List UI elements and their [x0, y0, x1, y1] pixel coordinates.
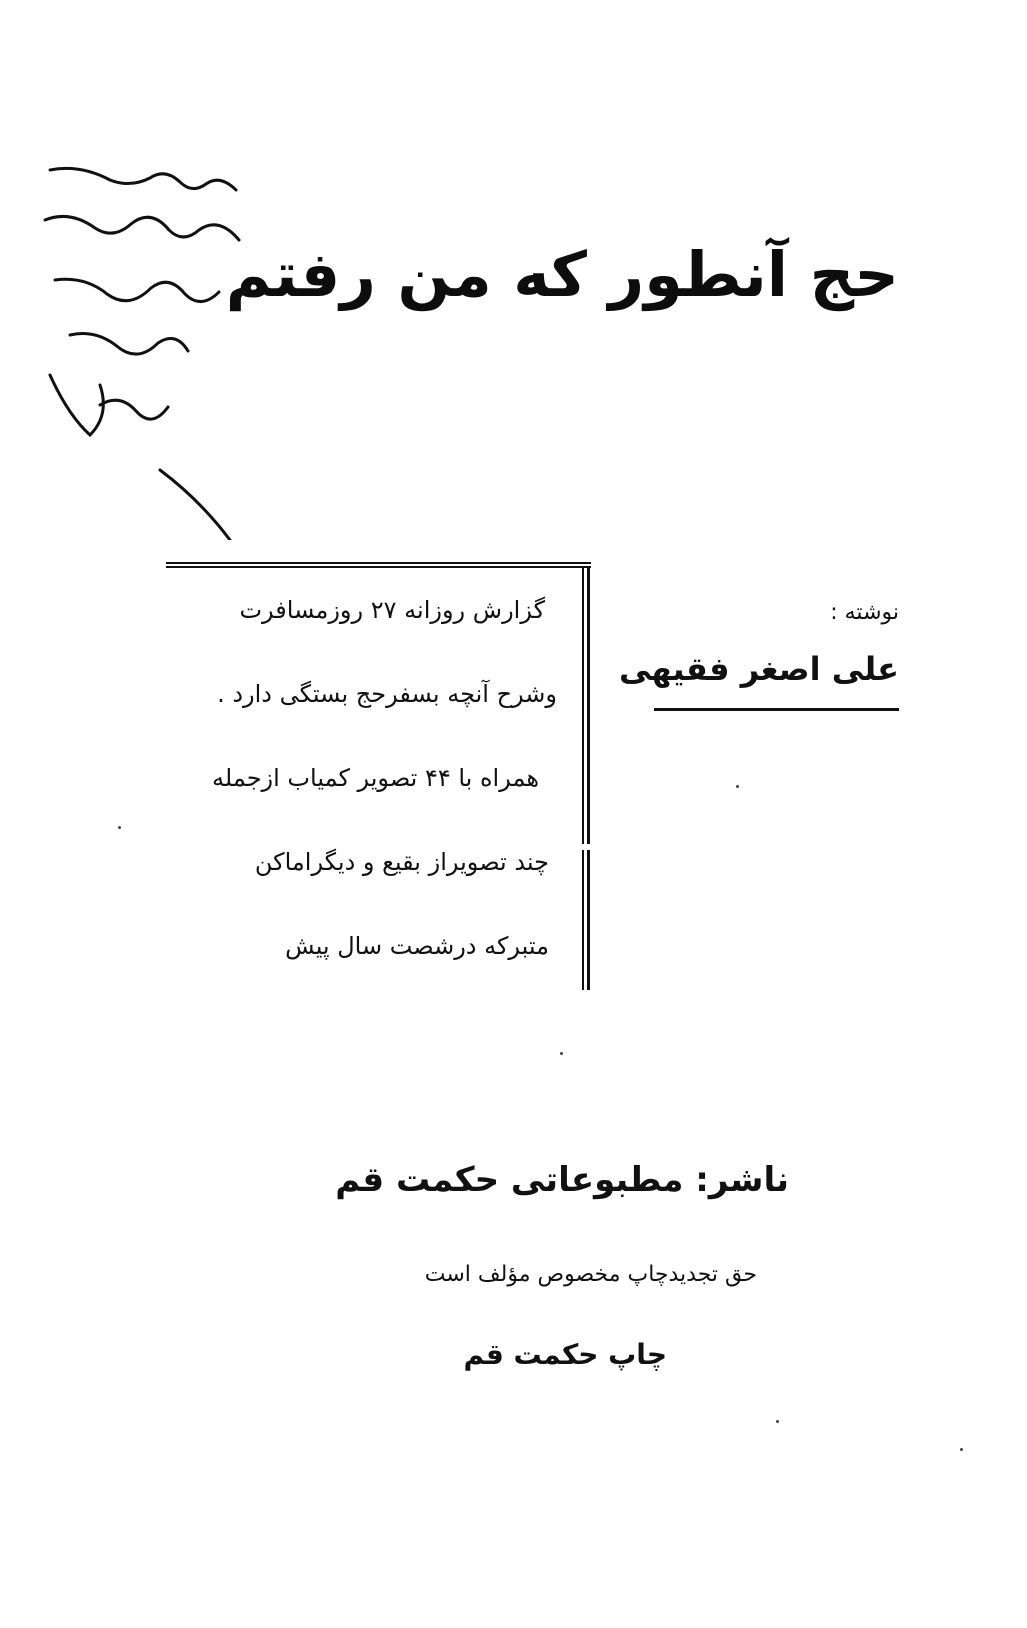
description-line: همراه با ۴۴ تصویر کمیاب ازجمله [212, 764, 539, 792]
scan-speck [736, 785, 739, 788]
scan-speck [560, 1052, 563, 1055]
handwriting-stroke [50, 168, 236, 190]
handwriting-flourish [160, 470, 230, 540]
handwriting-stroke [55, 279, 219, 301]
scan-speck [960, 1448, 963, 1451]
publisher-line: ناشر: مطبوعاتی حکمت قم [335, 1160, 789, 1200]
handwritten-dedication [30, 150, 290, 540]
author-label: نوشته : [830, 600, 899, 625]
description-line: چند تصویراز بقیع و دیگراماکن [254, 848, 549, 876]
author-underline [654, 708, 899, 711]
description-side-rule [582, 568, 590, 844]
book-title: حج آنطور که من رفتم [225, 238, 899, 311]
description-line: گزارش روزانه ۲۷ روزمسافرت [239, 596, 545, 624]
scan-speck [776, 1420, 779, 1423]
copyright-notice: حق تجدیدچاپ مخصوص مؤلف است [424, 1262, 757, 1287]
description-line: متبرکه درشصت سال پیش [285, 932, 549, 960]
author-name: علی اصغر فقیهی [619, 650, 899, 688]
handwriting-stroke [45, 216, 239, 240]
handwriting-stroke [70, 334, 188, 355]
scan-speck [118, 826, 121, 829]
description-side-rule [582, 850, 590, 990]
description-line: وشرح آنچه بسفرحج بستگی دارد . [217, 680, 557, 708]
description-top-rule [166, 562, 591, 568]
printer-line: چاپ حکمت قم [463, 1338, 667, 1371]
handwriting-signature [50, 375, 168, 435]
